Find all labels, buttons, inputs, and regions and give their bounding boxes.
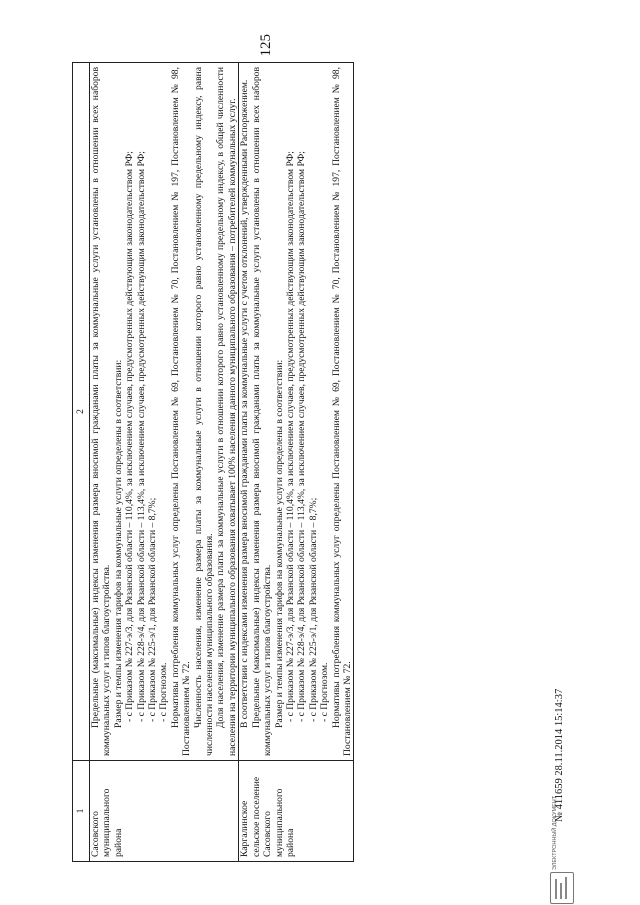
- footer: [546, 4, 576, 904]
- municipality-line: сельское поселение: [250, 776, 262, 857]
- bullet-item: - с Приказом № 228-э/4, для Рязанской области – 113,4%, за исключением случаев, предусмотренных действующим законодательством РФ;: [135, 151, 147, 722]
- bullet-item: - с Приказом № 227-э/3, для Рязанской области – 110,4%, за исключением случаев, предусмотренных действующим законодательством РФ;: [124, 151, 136, 722]
- bullet-item: - с Приказом № 225-э/1, для Рязанской области – 8,7%;: [307, 497, 319, 722]
- paragraph: Предельные (максимальные) индексы изменения размера вносимой гражданами платы за коммунальные услуги установлены в отношении всех наборов коммунальных услуг и типов благоустройства.: [90, 67, 113, 756]
- paragraph: Размер и темпы изменения тарифов на коммунальные услуги определены в соответствии:: [112, 359, 124, 728]
- page-number: 125: [258, 34, 274, 57]
- municipality-line: Сасовского: [262, 811, 274, 857]
- stamp-label: ЭЛЕКТРОННЫЙ ДОКУМЕНТ: [552, 795, 558, 870]
- municipality-line: Сасовского: [90, 811, 101, 857]
- table-row: [90, 63, 239, 862]
- bullet-item: - с Приказом № 228-э/4, для Рязанской области – 113,4%, за исключением случаев, предусмотренных действующим законодательством РФ;: [296, 151, 308, 722]
- tariff-table: [72, 62, 354, 862]
- header-col-1: 1: [73, 761, 90, 862]
- paragraph: Численность населения, изменение размера платы за коммунальные услуги в отношении которого равно установленному предельному индексу, равна численности населения муниципального образования.: [192, 67, 216, 756]
- stamp-logo-icon: [550, 872, 574, 904]
- bullet-item: - с Прогнозом.: [319, 662, 331, 722]
- description-cell: [239, 63, 354, 761]
- bullet-item: - с Приказом № 227-э/3, для Рязанской области – 110,4%, за исключением случаев, предусмотренных действующим законодательством РФ;: [284, 151, 296, 722]
- table-header-row: [73, 63, 90, 862]
- municipality-line: района: [112, 828, 124, 857]
- municipality-cell: [239, 761, 354, 862]
- paragraph: Размер и темпы изменения тарифов на коммунальные услуги определены в соответствии:: [273, 359, 285, 728]
- bullet-item: - с Приказом № 225-э/1, для Рязанской области – 8,7%;: [147, 497, 159, 722]
- rotated-page: [72, 34, 588, 870]
- municipality-cell: [90, 761, 239, 862]
- paragraph: Нормативы потребления коммунальных услуг определены Постановлением № 69, Постановлением № 70, Постановлением № 197, Постановлением № 98, Постановлением № 72.: [169, 67, 193, 756]
- municipality-line: района: [284, 828, 296, 857]
- description-cell: [90, 63, 239, 761]
- table-row: [239, 63, 354, 862]
- bullet-item: - с Прогнозом.: [158, 662, 170, 722]
- municipality-line: Каргалинское: [239, 800, 251, 857]
- paragraph: В соответствии с индексами изменения размера вносимой гражданами платы за коммунальные услуги с учетом отклонений, утвержденными Распоряжением.: [239, 79, 251, 728]
- municipality-line: муниципального: [101, 788, 113, 857]
- header-col-2: 2: [73, 63, 90, 761]
- paragraph: Доля населения, изменение размера платы за коммунальные услуги в отношении которого равно установленному предельному индексу, в общей численности населения на территории муниципального образования охватывает 100% населения данного муниципального образования – потребителей коммунальных услуг.: [215, 67, 238, 756]
- municipality-line: муниципального: [273, 788, 285, 857]
- paragraph: Предельные (максимальные) индексы изменения размера вносимой гражданами платы за коммунальные услуги установлены в отношении всех наборов коммунальных услуг и типов благоустройства.: [250, 67, 274, 756]
- document-stamp: № 411659 28.11.2014 15:14:37: [554, 688, 565, 822]
- paragraph: Нормативы потребления коммунальных услуг определены Постановлением № 69, Постановлением № 70, Постановлением № 197, Постановлением № 98, Постановлением № 72.: [330, 67, 353, 756]
